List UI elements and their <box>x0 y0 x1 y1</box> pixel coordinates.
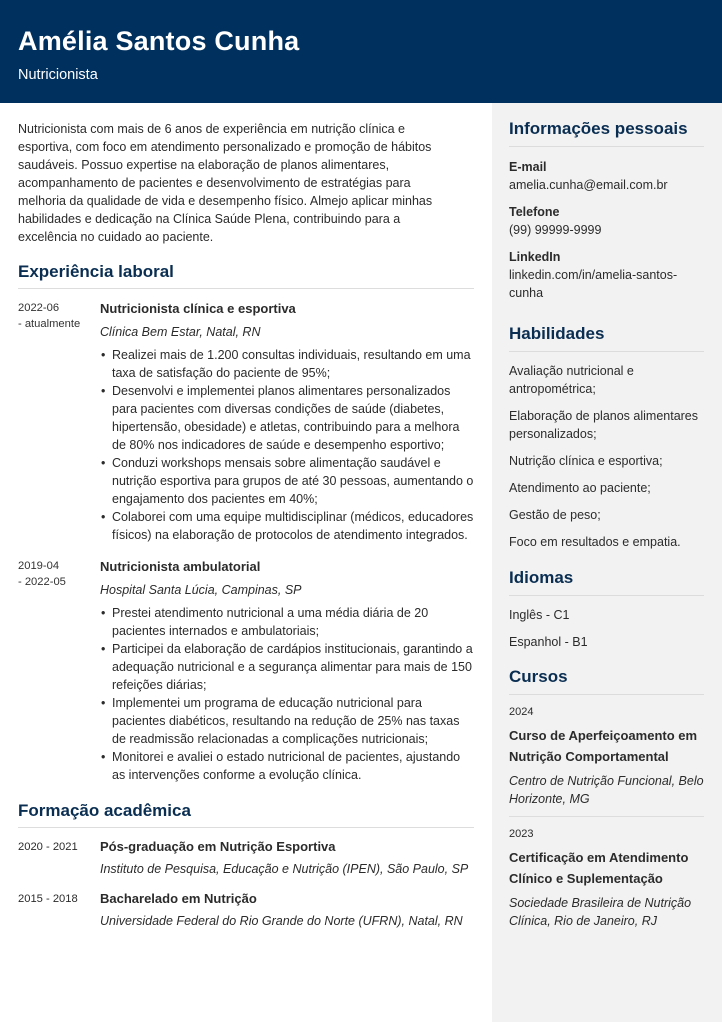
phone-value[interactable]: (99) 99999-9999 <box>509 223 602 237</box>
job-company: Hospital Santa Lúcia, Campinas, SP <box>100 583 302 597</box>
course-school: Centro de Nutrição Funcional, Belo Horizonte, MG <box>509 774 704 806</box>
skill-item: Avaliação nutricional e antropométrica; <box>509 364 634 396</box>
job-bullet: • Realizei mais de 1.200 consultas individuais, resultando em uma taxa de satisfação do paciente de 95%; <box>112 346 474 382</box>
skills-title: Habilidades <box>509 324 704 352</box>
job-bullet: • Implementei um programa de educação nutricional para pacientes diabéticos, resultando na redução de 25% nas taxas de readmissão relacionadas a complicações nutricionais; <box>112 694 474 748</box>
candidate-name: Amélia Santos Cunha <box>18 26 300 56</box>
course-divider <box>509 816 704 817</box>
education-degree: Pós-graduação em Nutrição Esportiva <box>100 839 336 854</box>
language-item: Inglês - C1 <box>509 608 570 622</box>
education-section <box>18 801 474 930</box>
skills-section <box>509 324 704 551</box>
courses-section <box>509 667 704 930</box>
education-content <box>100 838 468 878</box>
job-bullets <box>100 604 474 784</box>
education-entry <box>18 890 474 930</box>
education-entry <box>18 838 474 878</box>
skill-item: Gestão de peso; <box>509 508 601 522</box>
education-content <box>100 890 463 930</box>
job-role: Nutricionista ambulatorial <box>100 559 261 574</box>
education-dates: 2020 - 2021 <box>18 841 78 853</box>
job-company: Clínica Bem Estar, Natal, RN <box>100 325 261 339</box>
job-bullet: • Desenvolvi e implementei planos alimentares personalizados para pacientes com diversas condições de saúde (diabetes, hipertensão, obesidade) e atletas, contribuindo para a melhora de 80% nos indicadores de saúde e desempenho esportivo; <box>112 382 474 454</box>
job-entry <box>18 300 474 544</box>
job-bullet: • Conduzi workshops mensais sobre alimentação saudável e nutrição esportiva para grupos de até 30 pessoas, aumentando o engajamento dos pacientes em 40%; <box>112 454 474 508</box>
course-year: 2024 <box>509 706 534 718</box>
job-bullet: • Participei da elaboração de cardápios institucionais, garantindo a adequação nutricional e a segurança alimentar para mais de 150 refeições diárias; <box>112 640 474 694</box>
job-content <box>100 300 474 544</box>
education-school: Universidade Federal do Rio Grande do Norte (UFRN), Natal, RN <box>100 914 463 928</box>
job-bullets <box>100 346 474 544</box>
personal-info-section <box>509 119 704 302</box>
sidebar <box>492 103 722 1022</box>
job-bullet: • Prestei atendimento nutricional a uma média diária de 20 pacientes internados e ambulatoriais; <box>112 604 474 640</box>
personal-info-title: Informações pessoais <box>509 119 704 147</box>
job-bullet: • Colaborei com uma equipe multidisciplinar (médicos, educadores físicos) na elaboração de protocolos de atendimento integrados. <box>112 508 474 544</box>
skill-item: Elaboração de planos alimentares personalizados; <box>509 409 699 441</box>
job-dates: 2022-06 - atualmente <box>18 302 81 330</box>
candidate-title: Nutricionista <box>18 67 98 83</box>
linkedin-value[interactable]: linkedin.com/in/amelia-santos-cunha <box>509 268 678 300</box>
experience-title: Experiência laboral <box>18 262 474 289</box>
course-name: Certificação em Atendimento Clínico e Suplementação <box>509 850 689 886</box>
email-value[interactable]: amelia.cunha@email.com.br <box>509 178 668 192</box>
skill-item: Foco em resultados e empatia. <box>509 535 681 549</box>
education-title: Formação acadêmica <box>18 801 474 828</box>
experience-section <box>18 262 474 784</box>
language-item: Espanhol - B1 <box>509 635 588 649</box>
resume-header <box>0 0 722 103</box>
education-dates: 2015 - 2018 <box>18 893 78 905</box>
phone-label: Telefone <box>509 205 560 219</box>
skill-item: Atendimento ao paciente; <box>509 481 651 495</box>
languages-title: Idiomas <box>509 568 704 596</box>
job-entry <box>18 558 474 784</box>
course-school: Sociedade Brasileira de Nutrição Clínica, Rio de Janeiro, RJ <box>509 896 692 928</box>
skill-item: Nutrição clínica e esportiva; <box>509 454 663 468</box>
course-year: 2023 <box>509 828 534 840</box>
main-column <box>0 103 492 930</box>
linkedin-label: LinkedIn <box>509 250 561 264</box>
job-bullet: • Monitorei e avaliei o estado nutricional de pacientes, ajustando as intervenções conforme a evolução clínica. <box>112 748 474 784</box>
education-degree: Bacharelado em Nutrição <box>100 891 257 906</box>
courses-title: Cursos <box>509 667 704 695</box>
job-content <box>100 558 474 784</box>
profile-summary: Nutricionista com mais de 6 anos de experiência em nutrição clínica e esportiva, com foco em atendimento personalizado e promoção de hábitos saudáveis. Possuo expertise na elaboração de planos alimentares, acompanhamento de pacientes e desenvolvimento de estratégias para melhoria da qualidade de vida e desempenho físico. Almejo aplicar minhas habilidades e dedicação na Clínica Saúde Plena, contribuindo para a excelência no cuidado ao paciente. <box>18 122 433 244</box>
email-label: E-mail <box>509 160 547 174</box>
course-name: Curso de Aperfeiçoamento em Nutrição Comportamental <box>509 728 698 764</box>
languages-section <box>509 568 704 651</box>
education-school: Instituto de Pesquisa, Educação e Nutrição (IPEN), São Paulo, SP <box>100 862 469 876</box>
job-role: Nutricionista clínica e esportiva <box>100 301 296 316</box>
job-dates: 2019-04 - 2022-05 <box>18 560 66 588</box>
